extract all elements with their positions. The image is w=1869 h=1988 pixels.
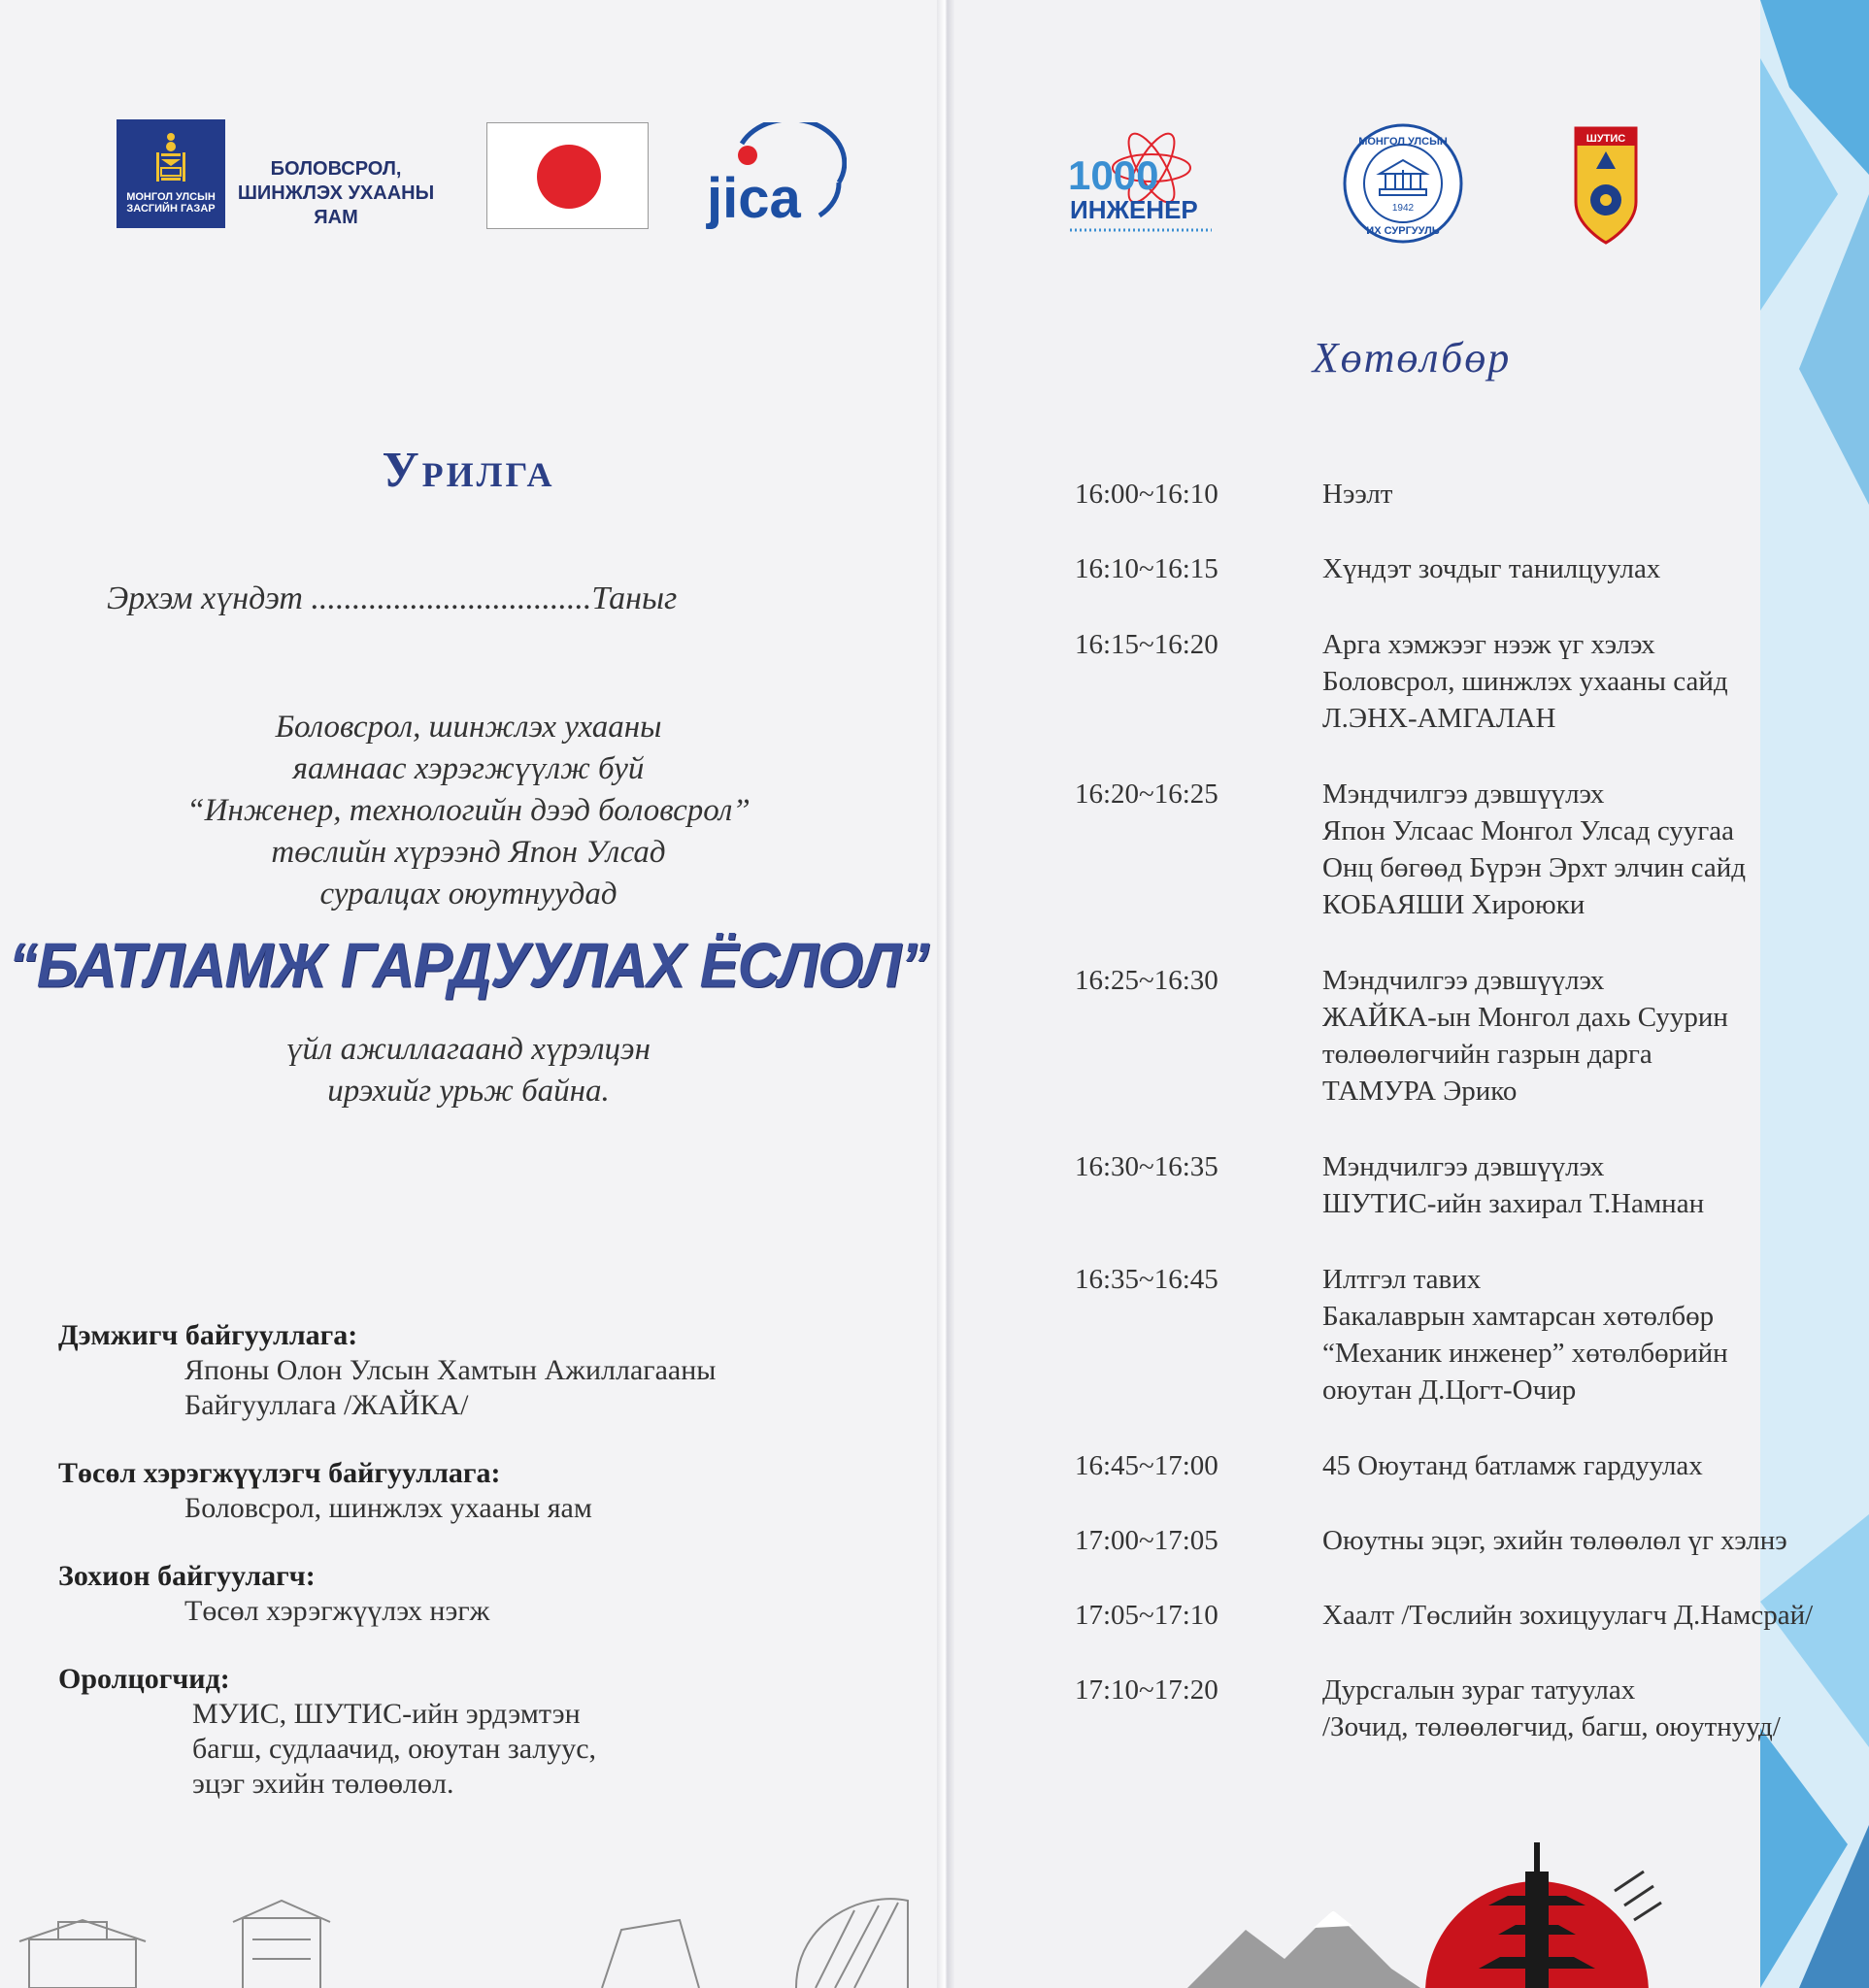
closing-line: ирэхийг урьж байна. [327, 1074, 610, 1109]
seal-bottom-text: ИХ СУРГУУЛЬ [1366, 225, 1440, 237]
city-skyline-illustration [0, 1862, 937, 1988]
schedule-line: Арга хэмжээг нээж үг хэлэх [1322, 629, 1655, 660]
schedule-line: ШУТИС-ийн захирал Т.Намнан [1322, 1188, 1705, 1219]
japan-flag [486, 122, 649, 229]
schedule-time: 17:05~17:10 [1075, 1600, 1218, 1631]
schedule-line: Илтгэл тавих [1322, 1264, 1482, 1295]
flag-sun-disc [537, 145, 601, 209]
schedule-desc [1322, 1522, 1787, 1559]
schedule-desc [1322, 1447, 1703, 1484]
org-value: эцэг эхийн төлөөлөл. [192, 1768, 454, 1800]
seal-year: 1942 [1391, 203, 1415, 214]
schedule-time: 16:45~17:00 [1075, 1450, 1218, 1481]
schedule-line: ТАМУРА Эрико [1322, 1076, 1518, 1107]
schedule-desc [1322, 550, 1660, 587]
ministry-name-line: БОЛОВСРОЛ, [270, 158, 402, 180]
schedule-desc [1322, 476, 1392, 513]
soyombo-icon [155, 131, 186, 185]
ministry-name [229, 157, 443, 230]
org-value: багш, судлаачид, оюутан залуус, [192, 1733, 597, 1765]
schedule-line: /Зочид, төлөөлөгчид, багш, оюутнууд/ [1322, 1711, 1781, 1742]
jica-wordmark: jica [707, 167, 801, 230]
1000-engineers-logo [1066, 121, 1221, 243]
schedule-desc [1322, 1148, 1704, 1222]
government-caption: МОНГОЛ УЛСЫН ЗАСГИЙН ГАЗАР [126, 191, 216, 215]
org-value: Төсөл хэрэгжүүлэх нэгж [184, 1595, 490, 1627]
schedule-line: Онц бөгөөд Бүрэн Эрхт элчин сайд [1322, 852, 1746, 883]
brochure-fold [937, 0, 954, 1988]
mongolian-government-logo [117, 119, 225, 228]
program-panel [954, 0, 1869, 1988]
schedule-time: 16:25~16:30 [1075, 965, 1218, 996]
schedule-line: Мэндчилгээ дэвшүүлэх [1322, 1151, 1605, 1182]
schedule-line: Япон Улсаас Монгол Улсад суугаа [1322, 815, 1735, 846]
org-label: Дэмжигч байгууллага: [58, 1319, 358, 1351]
implementing-organization [58, 1456, 592, 1526]
jica-logo [703, 122, 847, 231]
schedule-line: Хүндэт зочдыг танилцуулах [1322, 553, 1661, 584]
schedule-desc [1322, 776, 1746, 923]
schedule-time: 16:30~16:35 [1075, 1151, 1218, 1182]
ministry-name-line: ШИНЖЛЭХ УХААНЫ [237, 182, 435, 204]
num-university-seal [1341, 121, 1465, 246]
engineer-text: ИНЖЕНЕР [1070, 195, 1198, 224]
org-label: Оролцогчид: [58, 1663, 230, 1695]
body-line: суралцах оюутнуудад [319, 877, 617, 911]
schedule-line: Хаалт /Төслийн зохицуулагч Д.Намсрай/ [1322, 1600, 1814, 1631]
participants [58, 1662, 596, 1802]
japan-pagoda-illustration [1187, 1813, 1770, 1988]
schedule-time: 16:20~16:25 [1075, 779, 1218, 810]
body-line: төслийн хүрээнд Япон Улсад [271, 835, 666, 870]
org-value: Японы Олон Улсын Хамтын Ажиллагааны [184, 1354, 717, 1386]
schedule-time: 17:10~17:20 [1075, 1674, 1218, 1706]
ceremony-name: “БАТЛАМЖ ГАРДУУЛАХ ЁСЛОЛ” [8, 930, 929, 1001]
schedule-time: 16:15~16:20 [1075, 629, 1218, 660]
schedule-line: төлөөлөгчийн газрын дарга [1322, 1039, 1652, 1070]
schedule-desc [1322, 626, 1728, 737]
schedule-line: Мэндчилгээ дэвшүүлэх [1322, 779, 1605, 810]
schedule-line: КОБАЯШИ Хироюки [1322, 889, 1585, 920]
schedule-line: оюутан Д.Цогт-Очир [1322, 1375, 1577, 1406]
schedule-time: 17:00~17:05 [1075, 1525, 1218, 1556]
closing-line: үйл ажиллагаанд хүрэлцэн [286, 1032, 651, 1067]
program-title: Хөтөлбөр [1312, 334, 1512, 381]
invitation-title: Урилга [382, 443, 555, 498]
schedule-time: 16:10~16:15 [1075, 553, 1218, 584]
seal-top-text: МОНГОЛ УЛСЫН [1358, 136, 1448, 148]
ministry-name-line: ЯАМ [314, 207, 358, 228]
schedule-line: Мэндчилгээ дэвшүүлэх [1322, 965, 1605, 996]
schedule-desc [1322, 1597, 1813, 1634]
org-value: Байгууллага /ЖАЙКА/ [184, 1389, 469, 1421]
org-label: Төсөл хэрэгжүүлэгч байгууллага: [58, 1457, 501, 1489]
must-shield-text: ШУТИС [1585, 133, 1626, 145]
schedule-desc [1322, 1672, 1781, 1745]
body-line: яамнаас хэрэгжүүлж буй [292, 751, 645, 786]
schedule-line: Нээлт [1322, 479, 1393, 510]
body-line: “Инженер, технологийн дээд боловсрол” [186, 793, 751, 828]
schedule-line: ЖАЙКА-ын Монгол дахь Суурин [1322, 1002, 1728, 1033]
invitation-body [0, 707, 937, 915]
schedule-desc [1322, 1261, 1728, 1408]
salutation-line: Эрхэм хүндэт ..................................Таныг [107, 580, 678, 616]
schedule-time: 16:00~16:10 [1075, 479, 1218, 510]
schedule-line: Оюутны эцэг, эхийн төлөөлөл үг хэлнэ [1322, 1525, 1787, 1556]
must-shield-logo [1572, 124, 1640, 246]
engineer-number: 1000 [1068, 152, 1159, 198]
supporting-organization [58, 1318, 716, 1423]
organizer [58, 1559, 489, 1629]
schedule-line: Боловсрол, шинжлэх ухааны сайд [1322, 666, 1728, 697]
invitation-closing [0, 1029, 937, 1112]
schedule-line: Дурсгалын зураг татуулах [1322, 1674, 1636, 1706]
schedule-time: 16:35~16:45 [1075, 1264, 1218, 1295]
org-label: Зохион байгуулагч: [58, 1560, 316, 1592]
schedule-line: Л.ЭНХ-АМГАЛАН [1322, 703, 1556, 734]
schedule-line: “Механик инженер” хөтөлбөрийн [1322, 1338, 1728, 1369]
schedule-line: 45 Оюутанд батламж гардуулах [1322, 1450, 1703, 1481]
schedule-line: Бакалаврын хамтарсан хөтөлбөр [1322, 1301, 1715, 1332]
org-value: Боловсрол, шинжлэх ухааны яам [184, 1492, 592, 1524]
body-line: Боловсрол, шинжлэх ухааны [275, 710, 662, 745]
schedule-desc [1322, 962, 1728, 1110]
org-value: МУИС, ШУТИС-ийн эрдэмтэн [192, 1698, 581, 1730]
